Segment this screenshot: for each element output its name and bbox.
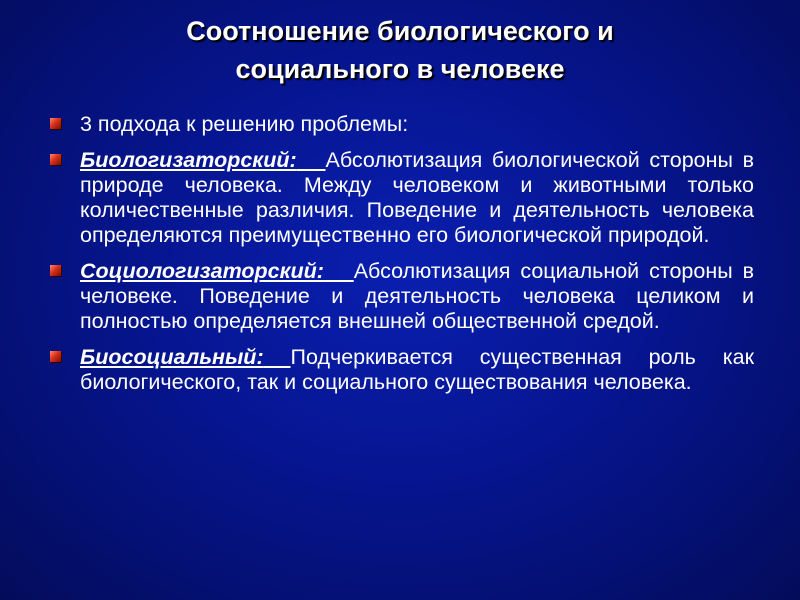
bullet-icon bbox=[50, 351, 61, 362]
title-line-2: социального в человеке bbox=[235, 54, 565, 84]
item-gap bbox=[264, 345, 291, 369]
item-text: Абсолютизация социальной стороны в человеке. Поведение и деятельность человека целиком и полностью определяется внешней общественной средой. bbox=[80, 259, 754, 333]
item-gap bbox=[324, 259, 354, 283]
list-item bbox=[50, 259, 754, 334]
bullet-list bbox=[50, 112, 754, 406]
list-item bbox=[50, 148, 754, 248]
item-term: Биологизаторский: bbox=[80, 148, 297, 172]
bullet-icon bbox=[50, 265, 61, 276]
item-text: Подчеркивается существенная роль как биологического, так и социального существования человека. bbox=[80, 345, 755, 394]
item-text: 3 подхода к решению проблемы: bbox=[80, 112, 409, 136]
item-term: Биосоциальный: bbox=[80, 345, 264, 369]
item-gap bbox=[297, 148, 326, 172]
list-item bbox=[50, 112, 754, 137]
list-item bbox=[50, 345, 754, 395]
item-term: Социологизаторский: bbox=[80, 259, 324, 283]
bullet-icon bbox=[50, 154, 61, 165]
slide-title bbox=[40, 12, 760, 88]
title-line-1: Соотношение биологического и bbox=[186, 16, 614, 46]
bullet-icon bbox=[50, 118, 61, 129]
item-text: Абсолютизация биологической стороны в природе человека. Между человеком и животными только количественные различия. Поведение и деятельность человека определяются преимущественно его биологической природой. bbox=[80, 148, 754, 247]
